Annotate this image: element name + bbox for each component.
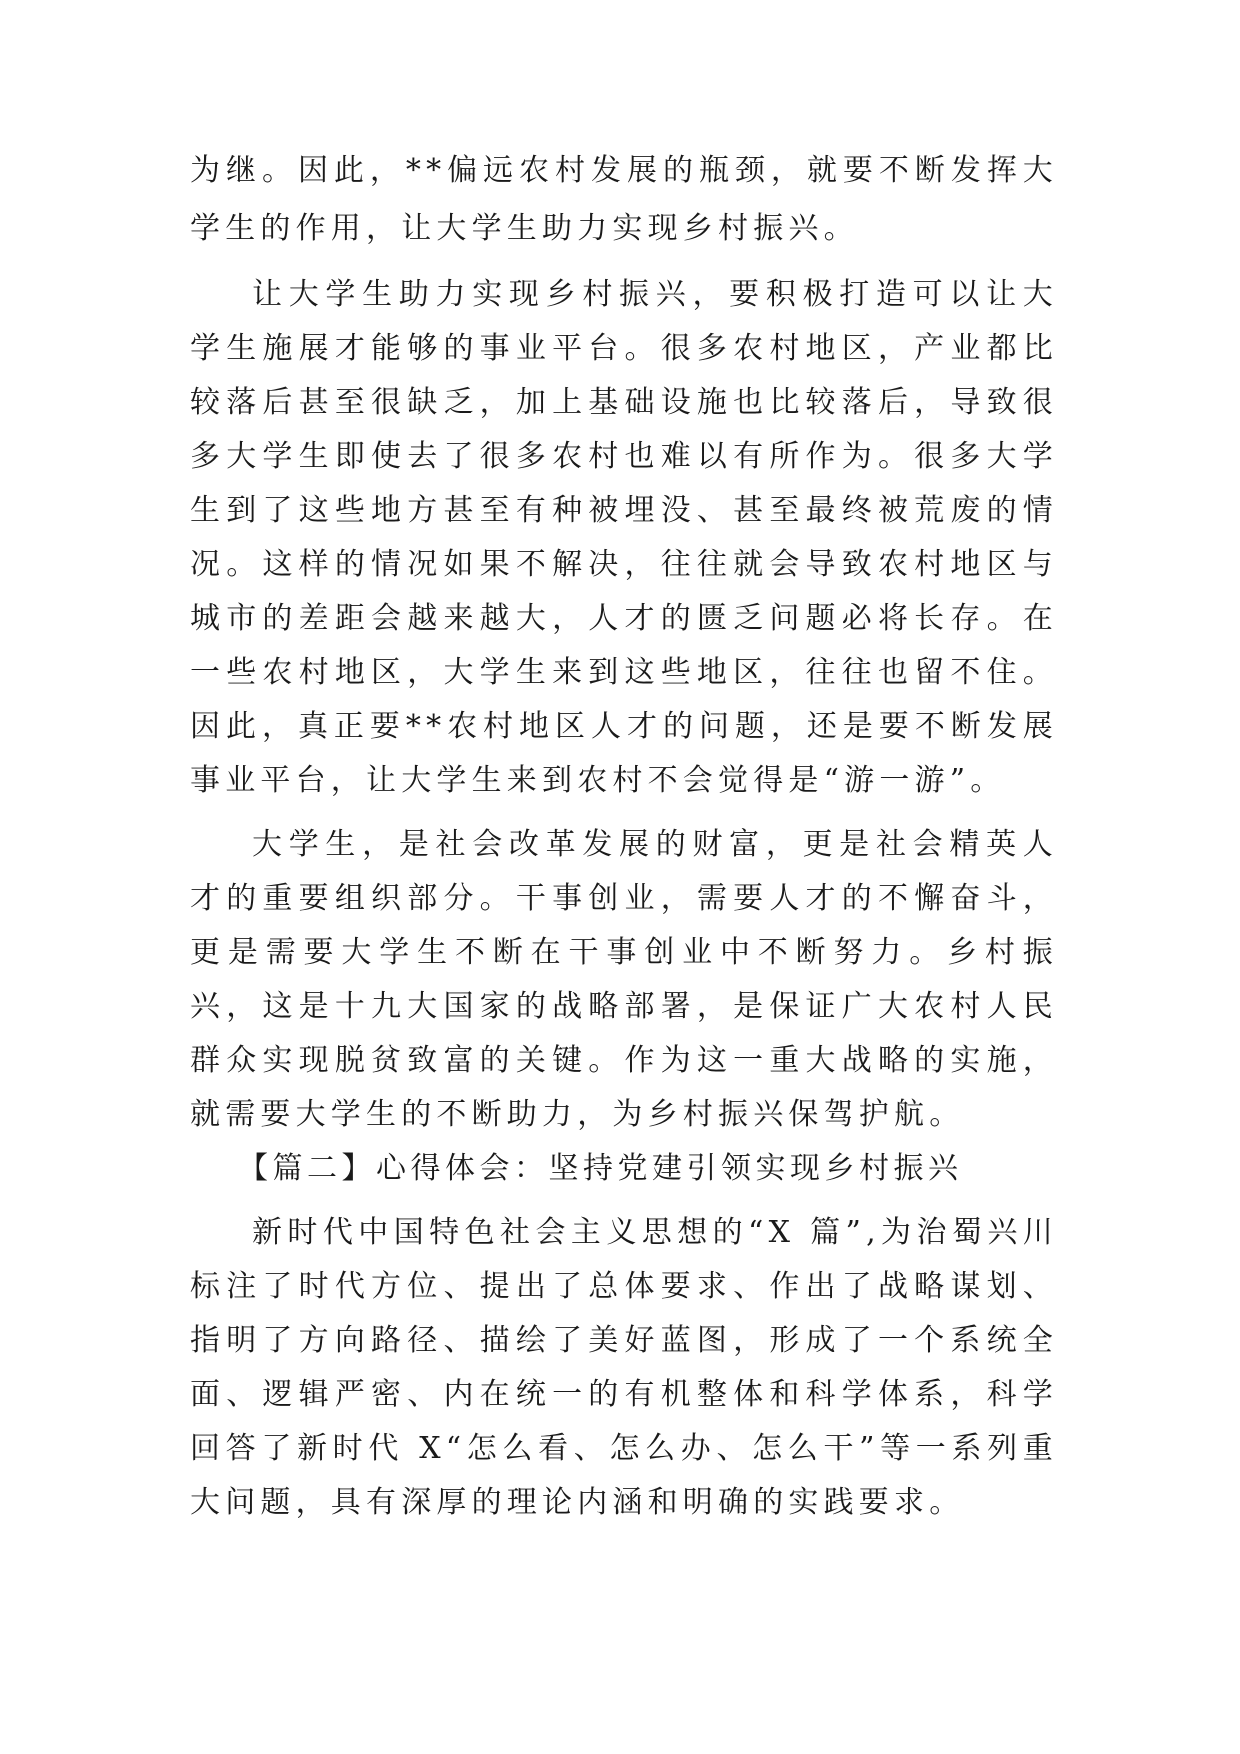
section-heading: 【篇二】心得体会：坚持党建引领实现乡村振兴 bbox=[238, 1151, 963, 1186]
document-body bbox=[190, 142, 1058, 1530]
paragraph-new-era: 新时代中国特色社会主义思想的“X 篇”,为治蜀兴川标注了时代方位、提出了总体要求、作出了战略谋划、指明了方向路径、描绘了美好蓝图，形成了一个系统全面、逻辑严密、内在统一的有机整体和科学体系，科学回答了新时代 X“怎么看、怎么办、怎么干”等一系列重大问题，具有深厚的理论内涵和明确的实践要求。 bbox=[190, 1215, 1058, 1520]
paragraph-career-platform: 让大学生助力实现乡村振兴，要积极打造可以让大学生施展才能够的事业平台。很多农村地区，产业都比较落后甚至很缺乏，加上基础设施也比较落后，导致很多大学生即使去了很多农村也难以有所作为。很多大学生到了这些地方甚至有种被埋没、甚至最终被荒废的情况。这样的情况如果不解决，往往就会导致农村地区与城市的差距会越来越大，人才的匮乏问题必将长存。在一些农村地区，大学生来到这些地区，往往也留不住。因此，真正要**农村地区人才的问题，还是要不断发展事业平台，让大学生来到农村不会觉得是“游一游”。 bbox=[190, 277, 1058, 798]
paragraph-continuation: 为继。因此，**偏远农村发展的瓶颈，就要不断发挥大学生的作用，让大学生助力实现乡村振兴。 bbox=[190, 153, 1058, 246]
paragraph-students-wealth: 大学生，是社会改革发展的财富，更是社会精英人才的重要组织部分。干事创业，需要人才的不懈奋斗，更是需要大学生不断在干事创业中不断努力。乡村振兴，这是十九大国家的战略部署，是保证广大农村人民群众实现脱贫致富的关键。作为这一重大战略的实施，就需要大学生的不断助力，为乡村振兴保驾护航。 bbox=[190, 827, 1058, 1132]
